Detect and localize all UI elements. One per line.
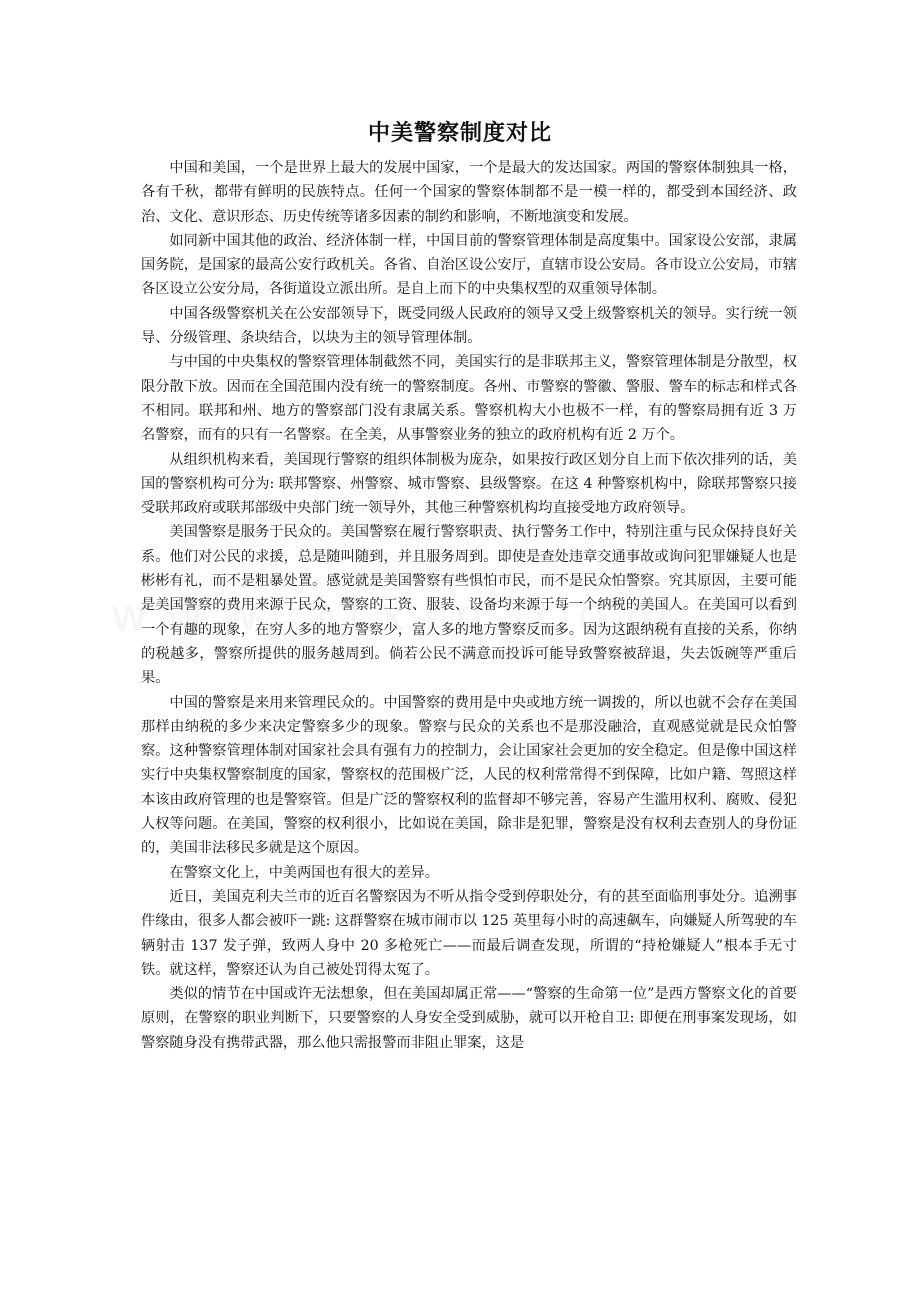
paragraph: 从组织机构来看，美国现行警察的组织体制极为庞杂，如果按行政区划分自上而下依次排列的话，美国的警察机构可分为: 联邦警察、州警察、城市警察、县级警察。在这 4 种警察机构中，除联邦警察只接受联邦政府或联邦部级中央部门统一领导外，其他三种警察机构均直接受地方政府领导。 xyxy=(141,451,797,517)
paragraph: 如同新中国其他的政治、经济体制一样，中国目前的警察管理体制是高度集中。国家设公安部，隶属国务院，是国家的最高公安行政机关。各省、自治区设公安厅，直辖市设公安局。各市设立公安局，市辖各区设立公安分局，各街道设立派出所。是自上而下的中央集权型的双重领导体制。 xyxy=(141,232,797,298)
paragraph: 与中国的中央集权的警察管理体制截然不同，美国实行的是非联邦主义，警察管理体制是分散型，权限分散下放。因而在全国范围内没有统一的警察制度。各州、市警察的警徽、警服、警车的标志和样式各不相同。联邦和州、地方的警察部门没有隶属关系。警察机构大小也极不一样，有的警察局拥有近 3 万名警察，而有的只有一名警察。在全美，从事警察业务的独立的政府机构有近 2 万个。 xyxy=(141,354,797,444)
paragraph: 美国警察是服务于民众的。美国警察在履行警察职责、执行警务工作中，特别注重与民众保持良好关系。他们对公民的求援，总是随叫随到，并且服务周到。即使是查处违章交通事故或询问犯罪嫌疑人也是彬彬有礼，而不是粗暴处置。感觉就是美国警察有些惧怕市民，而不是民众怕警察。究其原因，主要可能是美国警察的费用来源于民众，警察的工资、服装、设备均来源于每一个纳税的美国人。在美国可以看到一个有趣的现象，在穷人多的地方警察少，富人多的地方警察反而多。因为这跟纳税有直接的关系，你纳的税越多，警察所提供的服务越周到。倘若公民不满意而投诉可能导致警察被辞退，失去饭碗等严重后果。 xyxy=(141,524,797,687)
document-title: 中美警察制度对比 xyxy=(367,121,552,146)
paragraph: 近日，美国克利夫兰市的近百名警察因为不听从指令受到停职处分，有的甚至面临刑事处分。追溯事件缘由，很多人都会被吓一跳: 这群警察在城市闹市以 125 英里每小时的高速飙车，向嫌疑人所驾驶的车辆射击 137 发子弹，致两人身中 20 多枪死亡——而最后调查发现，所谓的“持枪嫌疑人”根本手无寸铁。就这样，警察还认为自己被处罚得太冤了。 xyxy=(141,888,797,978)
paragraph: 类似的情节在中国或许无法想象，但在美国却属正常——“警察的生命第一位”是西方警察文化的首要原则，在警察的职业判断下，只要警察的人身安全受到威胁，就可以开枪自卫: 即便在刑事案发现场，如警察随身没有携带武器，那么他只需报警而非阻止罪案，这是 xyxy=(141,986,797,1051)
paragraph: 中国和美国，一个是世界上最大的发展中国家，一个是最大的发达国家。两国的警察体制独具一格，各有千秋，都带有鲜明的民族特点。任何一个国家的警察体制都不是一模一样的，都受到本国经济、政治、文化、意识形态、历史传统等诸多因素的制约和影响，不断地演变和发展。 xyxy=(141,160,797,225)
paragraph: 中国的警察是来用来管理民众的。中国警察的费用是中央或地方统一调拨的，所以也就不会存在美国那样由纳税的多少来决定警察多少的现象。警察与民众的关系也不是那没融洽，直观感觉就是民众怕警察。这种警察管理体制对国家社会具有强有力的控制力，会让国家社会更加的安全稳定。但是像中国这样实行中央集权警察制度的国家，警察权的范围极广泛，人民的权利常常得不到保障，比如户籍、驾照这样本该由政府管理的也是警察管。但是广泛的警察权利的监督却不够完善，容易产生滥用权利、腐败、侵犯人权等问题。在美国，警察的权利很小，比如说在美国，除非是犯罪，警察是没有权利去查别人的身份证的，美国非法移民多就是这个原因。 xyxy=(141,694,797,857)
paragraph: 在警察文化上，中美两国也有很大的差异。 xyxy=(169,864,439,881)
document-body xyxy=(141,156,797,1055)
paragraph: 中国各级警察机关在公安部领导下，既受同级人民政府的领导又受上级警察机关的领导。实行统一领导、分级管理、条块结合，以块为主的领导管理体制。 xyxy=(141,305,797,347)
